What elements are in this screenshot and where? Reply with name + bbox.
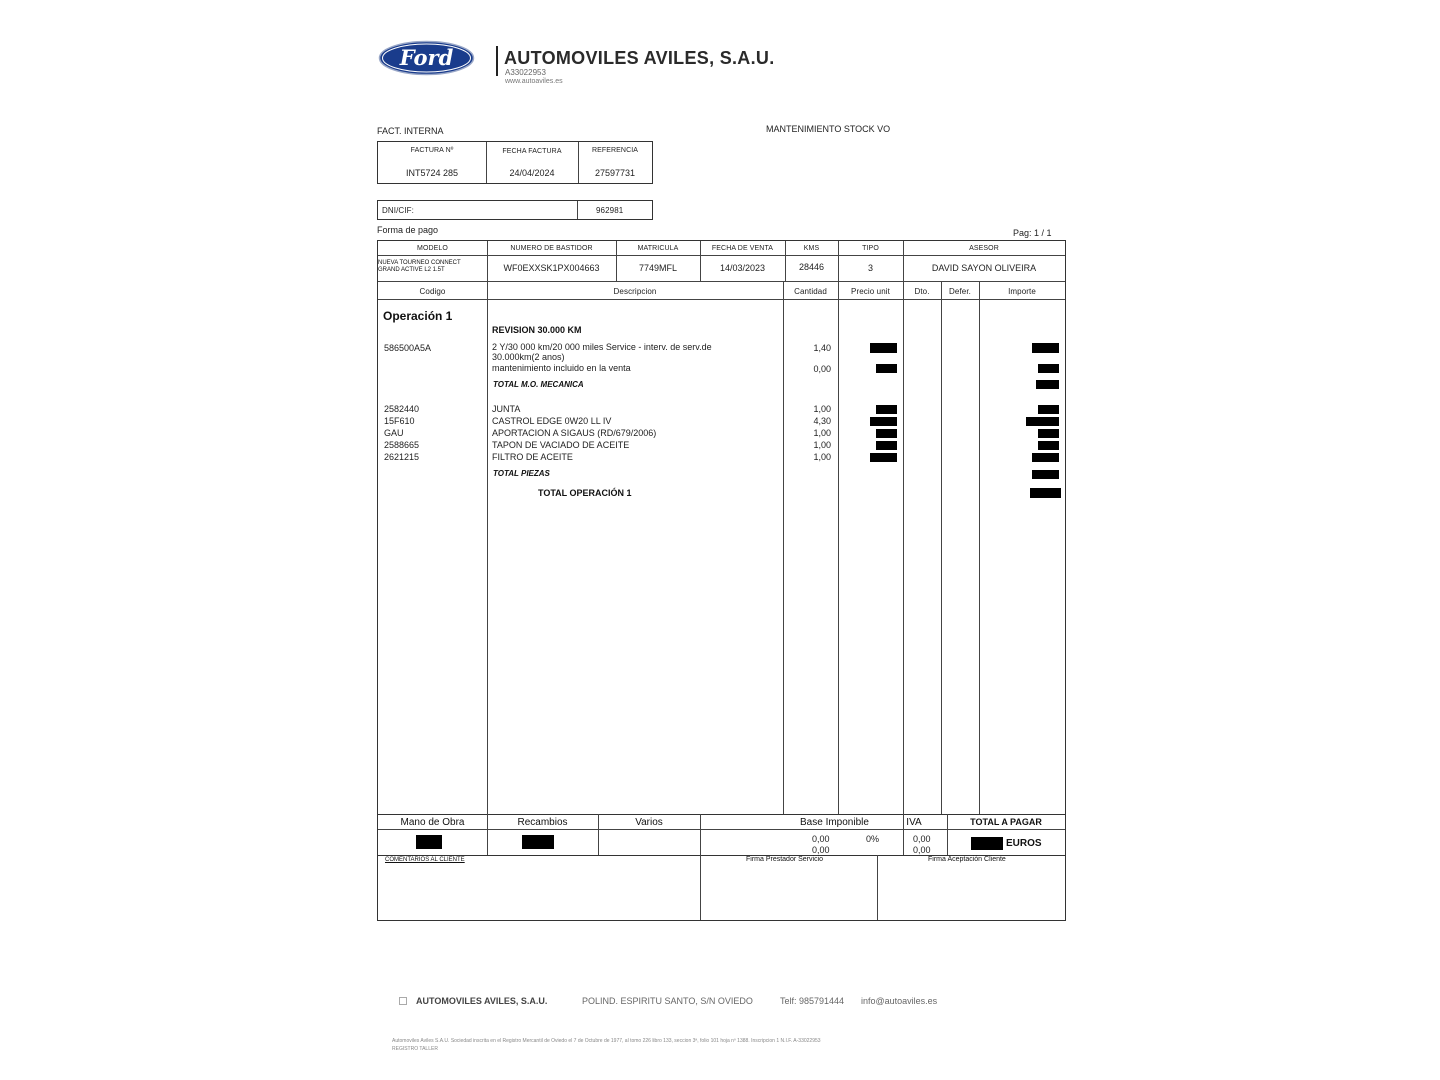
vehicle-type-header: TIPO: [862, 245, 879, 252]
part-description: APORTACION A SIGAUS (RD/679/2006): [492, 428, 657, 438]
part-quantity: 1,00: [813, 428, 831, 438]
part-code: 2621215: [384, 452, 420, 462]
vehicle-type: 3: [867, 263, 873, 273]
labor-code: 586500A5A: [384, 343, 432, 353]
totals-grand-total-redacted: [971, 837, 1003, 850]
totals-currency: EUROS: [1006, 838, 1042, 849]
vehicle-advisor: DAVID SAYON OLIVEIRA: [931, 263, 1037, 273]
total-operation-redacted: [1030, 488, 1061, 498]
part-description: JUNTA: [492, 404, 521, 414]
header-divider: [496, 46, 498, 76]
total-labor-redacted: [1036, 380, 1059, 389]
lines-code-header: Codigo: [419, 287, 446, 296]
lines-quantity-header: Cantidad: [794, 287, 827, 296]
footer-legal-2: REGISTRO TALLER: [392, 1046, 438, 1052]
part-quantity: 1,00: [813, 440, 831, 450]
part-amount-redacted: [1038, 405, 1059, 414]
totals-iva-2: 0,00: [913, 845, 931, 855]
labor-unit-price-redacted: [870, 343, 897, 353]
lines-deferred-header: Defer.: [949, 287, 971, 296]
lines-description-header: Descripcion: [613, 287, 657, 296]
invoice-reference: 27597731: [594, 168, 636, 178]
invoice-reference-header: REFERENCIA: [591, 147, 639, 154]
part-code: 2588665: [384, 440, 420, 450]
part-code: 15F610: [384, 416, 415, 426]
footer-phone: Telf: 985791444: [780, 996, 845, 1006]
client-signature-label: Firma Aceptación Cliente: [928, 856, 1006, 863]
company-web: www.autoaviles.es: [505, 78, 563, 85]
document-concept: MANTENIMIENTO STOCK VO: [766, 124, 891, 134]
vehicle-sale-date: 14/03/2023: [719, 263, 766, 273]
ford-logo: [378, 40, 475, 76]
lines-discount-header: Dto.: [914, 287, 930, 296]
vehicle-plate-header: MATRICULA: [637, 245, 679, 252]
vehicle-advisor-header: ASESOR: [969, 245, 999, 252]
vehicle-model-header: MODELO: [417, 245, 448, 252]
labor-description-1: 2 Y/30 000 km/20 000 miles Service - interv. de serv.de: [492, 342, 712, 352]
labor-amount-redacted: [1032, 343, 1059, 353]
part-quantity: 1,00: [813, 404, 831, 414]
part-description: TAPON DE VACIADO DE ACEITE: [492, 440, 630, 450]
total-parts-redacted: [1032, 470, 1059, 479]
invoice-number-header: FACTURA Nº: [410, 147, 454, 154]
totals-iva-header: IVA: [906, 817, 922, 828]
company-cif: A33022953: [505, 68, 546, 77]
part-amount-redacted: [1038, 429, 1059, 438]
part-description: CASTROL EDGE 0W20 LL IV: [492, 416, 612, 426]
totals-parts-header: Recambios: [517, 817, 568, 828]
included-quantity: 0,00: [813, 364, 831, 374]
total-parts-label: TOTAL PIEZAS: [493, 469, 550, 478]
vehicle-kms-header: KMS: [803, 245, 820, 252]
included-amount-redacted: [1038, 364, 1059, 373]
lines-amount-header: Importe: [1008, 287, 1036, 296]
vehicle-kms: 28446: [798, 262, 825, 272]
footer-legal-1: Automoviles Aviles S.A.U. Sociedad inscrita en el Registro Mercantil de Oviedo el 7 de Octubre de 1977, al tomo 226 libro 133, seccion 3ª, folio 101 hoja nº 1388. Inscripcion 1 N.I.F. A-33022953: [392, 1038, 821, 1044]
total-labor-label: TOTAL M.O. MECANICA: [493, 380, 584, 389]
footer-address: POLIND. ESPIRITU SANTO, S/N OVIEDO: [582, 996, 753, 1006]
totals-total-header: TOTAL A PAGAR: [970, 817, 1042, 827]
totals-base-2: 0,00: [812, 845, 830, 855]
vehicle-vin: WF0EXXSK1PX004663: [503, 263, 600, 273]
totals-iva-1: 0,00: [913, 834, 931, 844]
part-quantity: 4,30: [813, 416, 831, 426]
vehicle-model-line2: GRAND ACTIVE L2 1.5T: [378, 267, 445, 273]
total-operation-label: TOTAL OPERACIÓN 1: [538, 488, 632, 498]
provider-signature-label: Firma Prestador Servicio: [746, 856, 824, 863]
comments-label: COMENTARIOS AL CLIENTE: [385, 857, 465, 863]
part-unit-price-redacted: [870, 417, 897, 426]
operation-title: Operación 1: [383, 309, 453, 323]
dni-value: 962981: [596, 206, 624, 215]
totals-iva-percent: 0%: [866, 834, 880, 844]
part-code: 2582440: [384, 404, 420, 414]
included-unit-price-redacted: [876, 364, 897, 373]
dni-box: [377, 200, 653, 220]
totals-base-1: 0,00: [812, 834, 830, 844]
footer-logo-icon: [399, 997, 407, 1005]
document-type: FACT. INTERNA: [377, 126, 444, 136]
included-description: mantenimiento incluido en la venta: [492, 363, 631, 373]
page-number: Pag: 1 / 1: [1013, 228, 1052, 238]
part-description: FILTRO DE ACEITE: [492, 452, 573, 462]
part-amount-redacted: [1026, 417, 1059, 426]
vehicle-vin-header: NUMERO DE BASTIDOR: [510, 245, 593, 252]
labor-description-2: 30.000km(2 anos): [492, 352, 565, 362]
part-amount-redacted: [1032, 453, 1059, 462]
part-unit-price-redacted: [876, 429, 897, 438]
payment-method-label: Forma de pago: [377, 225, 439, 235]
invoice-info-table: [377, 141, 653, 184]
company-name: AUTOMOVILES AVILES, S.A.U.: [504, 48, 775, 68]
lines-unit-price-header: Precio unit: [851, 287, 890, 296]
footer-company: AUTOMOVILES AVILES, S.A.U.: [416, 996, 548, 1006]
part-unit-price-redacted: [870, 453, 897, 462]
dni-label: DNI/CIF:: [382, 206, 414, 215]
totals-misc-header: Varios: [635, 817, 663, 828]
part-unit-price-redacted: [876, 405, 897, 414]
part-quantity: 1,00: [813, 452, 831, 462]
part-unit-price-redacted: [876, 441, 897, 450]
vehicle-model-line1: NUEVA TOURNEO CONNECT: [378, 260, 461, 266]
vehicle-plate: 7749MFL: [638, 263, 678, 273]
totals-parts-redacted: [522, 835, 554, 849]
totals-labor-redacted: [416, 835, 442, 849]
section-title: REVISION 30.000 KM: [492, 325, 582, 335]
part-amount-redacted: [1038, 441, 1059, 450]
totals-labor-header: Mano de Obra: [400, 817, 465, 828]
invoice-date-header: FECHA FACTURA: [502, 148, 562, 155]
labor-quantity: 1,40: [813, 343, 831, 353]
invoice-number: INT5724 285: [405, 168, 459, 178]
part-code: GAU: [384, 428, 404, 438]
footer-email: info@autoaviles.es: [861, 996, 938, 1006]
invoice-date: 24/04/2024: [509, 168, 555, 178]
vehicle-sale-date-header: FECHA DE VENTA: [711, 245, 774, 252]
totals-base-header: Base Imponible: [800, 817, 869, 828]
ford-logo-text: Ford: [399, 45, 454, 70]
